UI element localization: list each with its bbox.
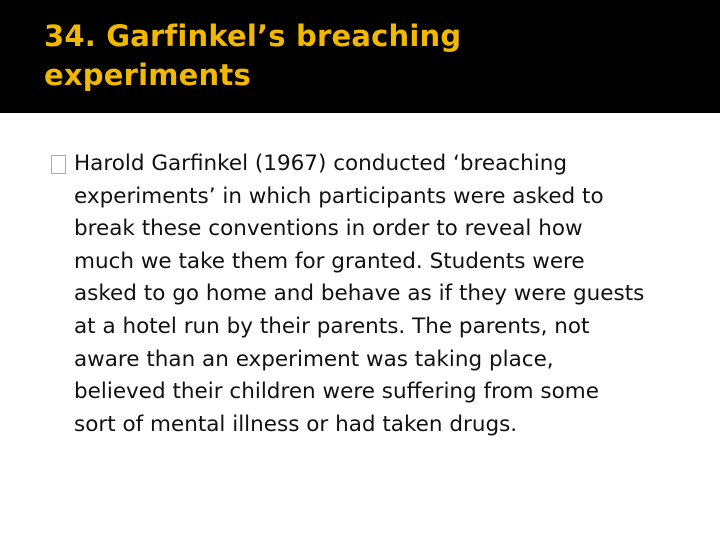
slide-title bbox=[44, 17, 604, 95]
title-bar bbox=[0, 0, 720, 113]
title-line-1: 34. Garfinkel’s breaching bbox=[44, 19, 462, 53]
square-bullet-icon bbox=[51, 155, 66, 174]
bullet-line-8: believed their children were suffering from some bbox=[74, 379, 599, 405]
bullet-line-9: sort of mental illness or had taken drugs. bbox=[74, 411, 518, 437]
title-line-2: experiments bbox=[44, 58, 251, 92]
bullet-line-6: at a hotel run by their parents. The parents, not bbox=[74, 313, 590, 339]
bullet-text bbox=[51, 148, 691, 441]
bullet-line-4: much we take them for granted. Students were bbox=[74, 248, 585, 274]
bullet-line-3: break these conventions in order to reveal how bbox=[74, 216, 583, 242]
bullet-item bbox=[51, 148, 691, 441]
bullet-line-2: experiments’ in which participants were asked to bbox=[74, 183, 604, 209]
bullet-line-7: aware than an experiment was taking place, bbox=[74, 346, 554, 372]
bullet-line-5: asked to go home and behave as if they were guests bbox=[74, 281, 645, 307]
bullet-line-1: Harold Garfinkel (1967) conducted ‘breaching bbox=[74, 151, 567, 176]
